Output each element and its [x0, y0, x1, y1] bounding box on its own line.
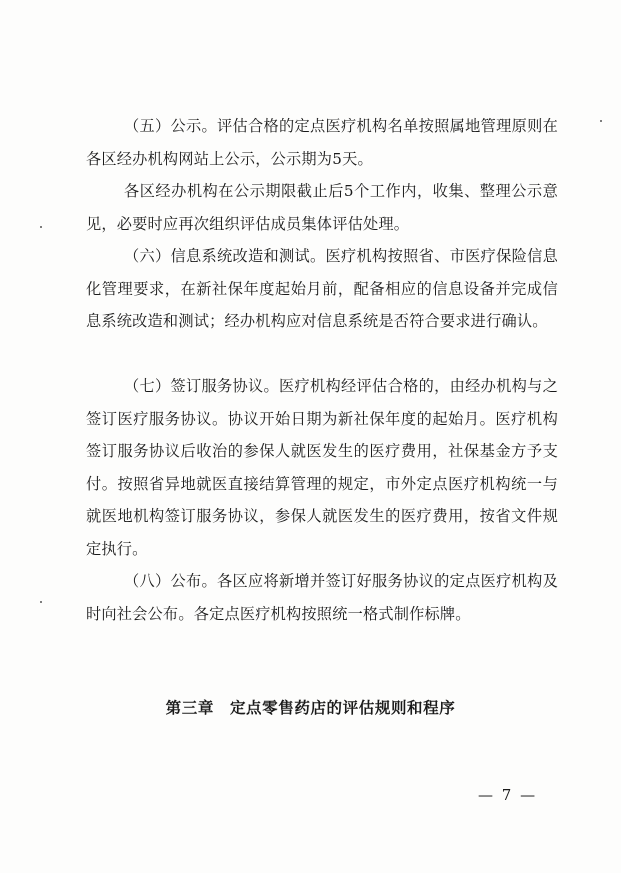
paragraph-information-system: （六）信息系统改造和测试。医疗机构按照省、市医疗保险信息化管理要求，在新社保年度起始月前，配备相应的信息设备并完成信息系统改造和测试；经办机构应对信息系统是否符合要求进行确认。: [86, 247, 558, 331]
scan-speck: [40, 601, 42, 603]
scan-speck: [600, 120, 602, 122]
page-number: — 7 —: [478, 786, 538, 804]
paragraph-publicity: （五）公示。评估合格的定点医疗机构名单按照属地管理原则在各区经办机构网站上公示，公示期为5天。: [86, 117, 558, 168]
chapter-title: 定点零售药店的评估规则和程序: [229, 699, 456, 717]
paragraph-publicity-feedback: 各区经办机构在公示期限截止后5个工作内，收集、整理公示意见，必要时应再次组织评估成员集体评估处理。: [86, 182, 558, 233]
paragraph-service-agreement: （七）签订服务协议。医疗机构经评估合格的，由经办机构与之签订医疗服务协议。协议开始日期为新社保年度的起始月。医疗机构签订服务协议后收治的参保人就医发生的医疗费用，社保基金方予支付。按照省异地就医直接结算管理的规定，市外定点医疗机构统一与就医地机构签订服务协议，参保人就医发生的医疗费用，按省文件规定执行。: [86, 377, 558, 558]
paragraph-announcement: （八）公布。各区应将新增并签订好服务协议的定点医疗机构及时向社会公布。各定点医疗机构按照统一格式制作标牌。: [86, 572, 558, 623]
chapter-number: 第三章: [165, 699, 214, 717]
chapter-heading: [0, 696, 621, 718]
scan-speck: [40, 226, 42, 228]
